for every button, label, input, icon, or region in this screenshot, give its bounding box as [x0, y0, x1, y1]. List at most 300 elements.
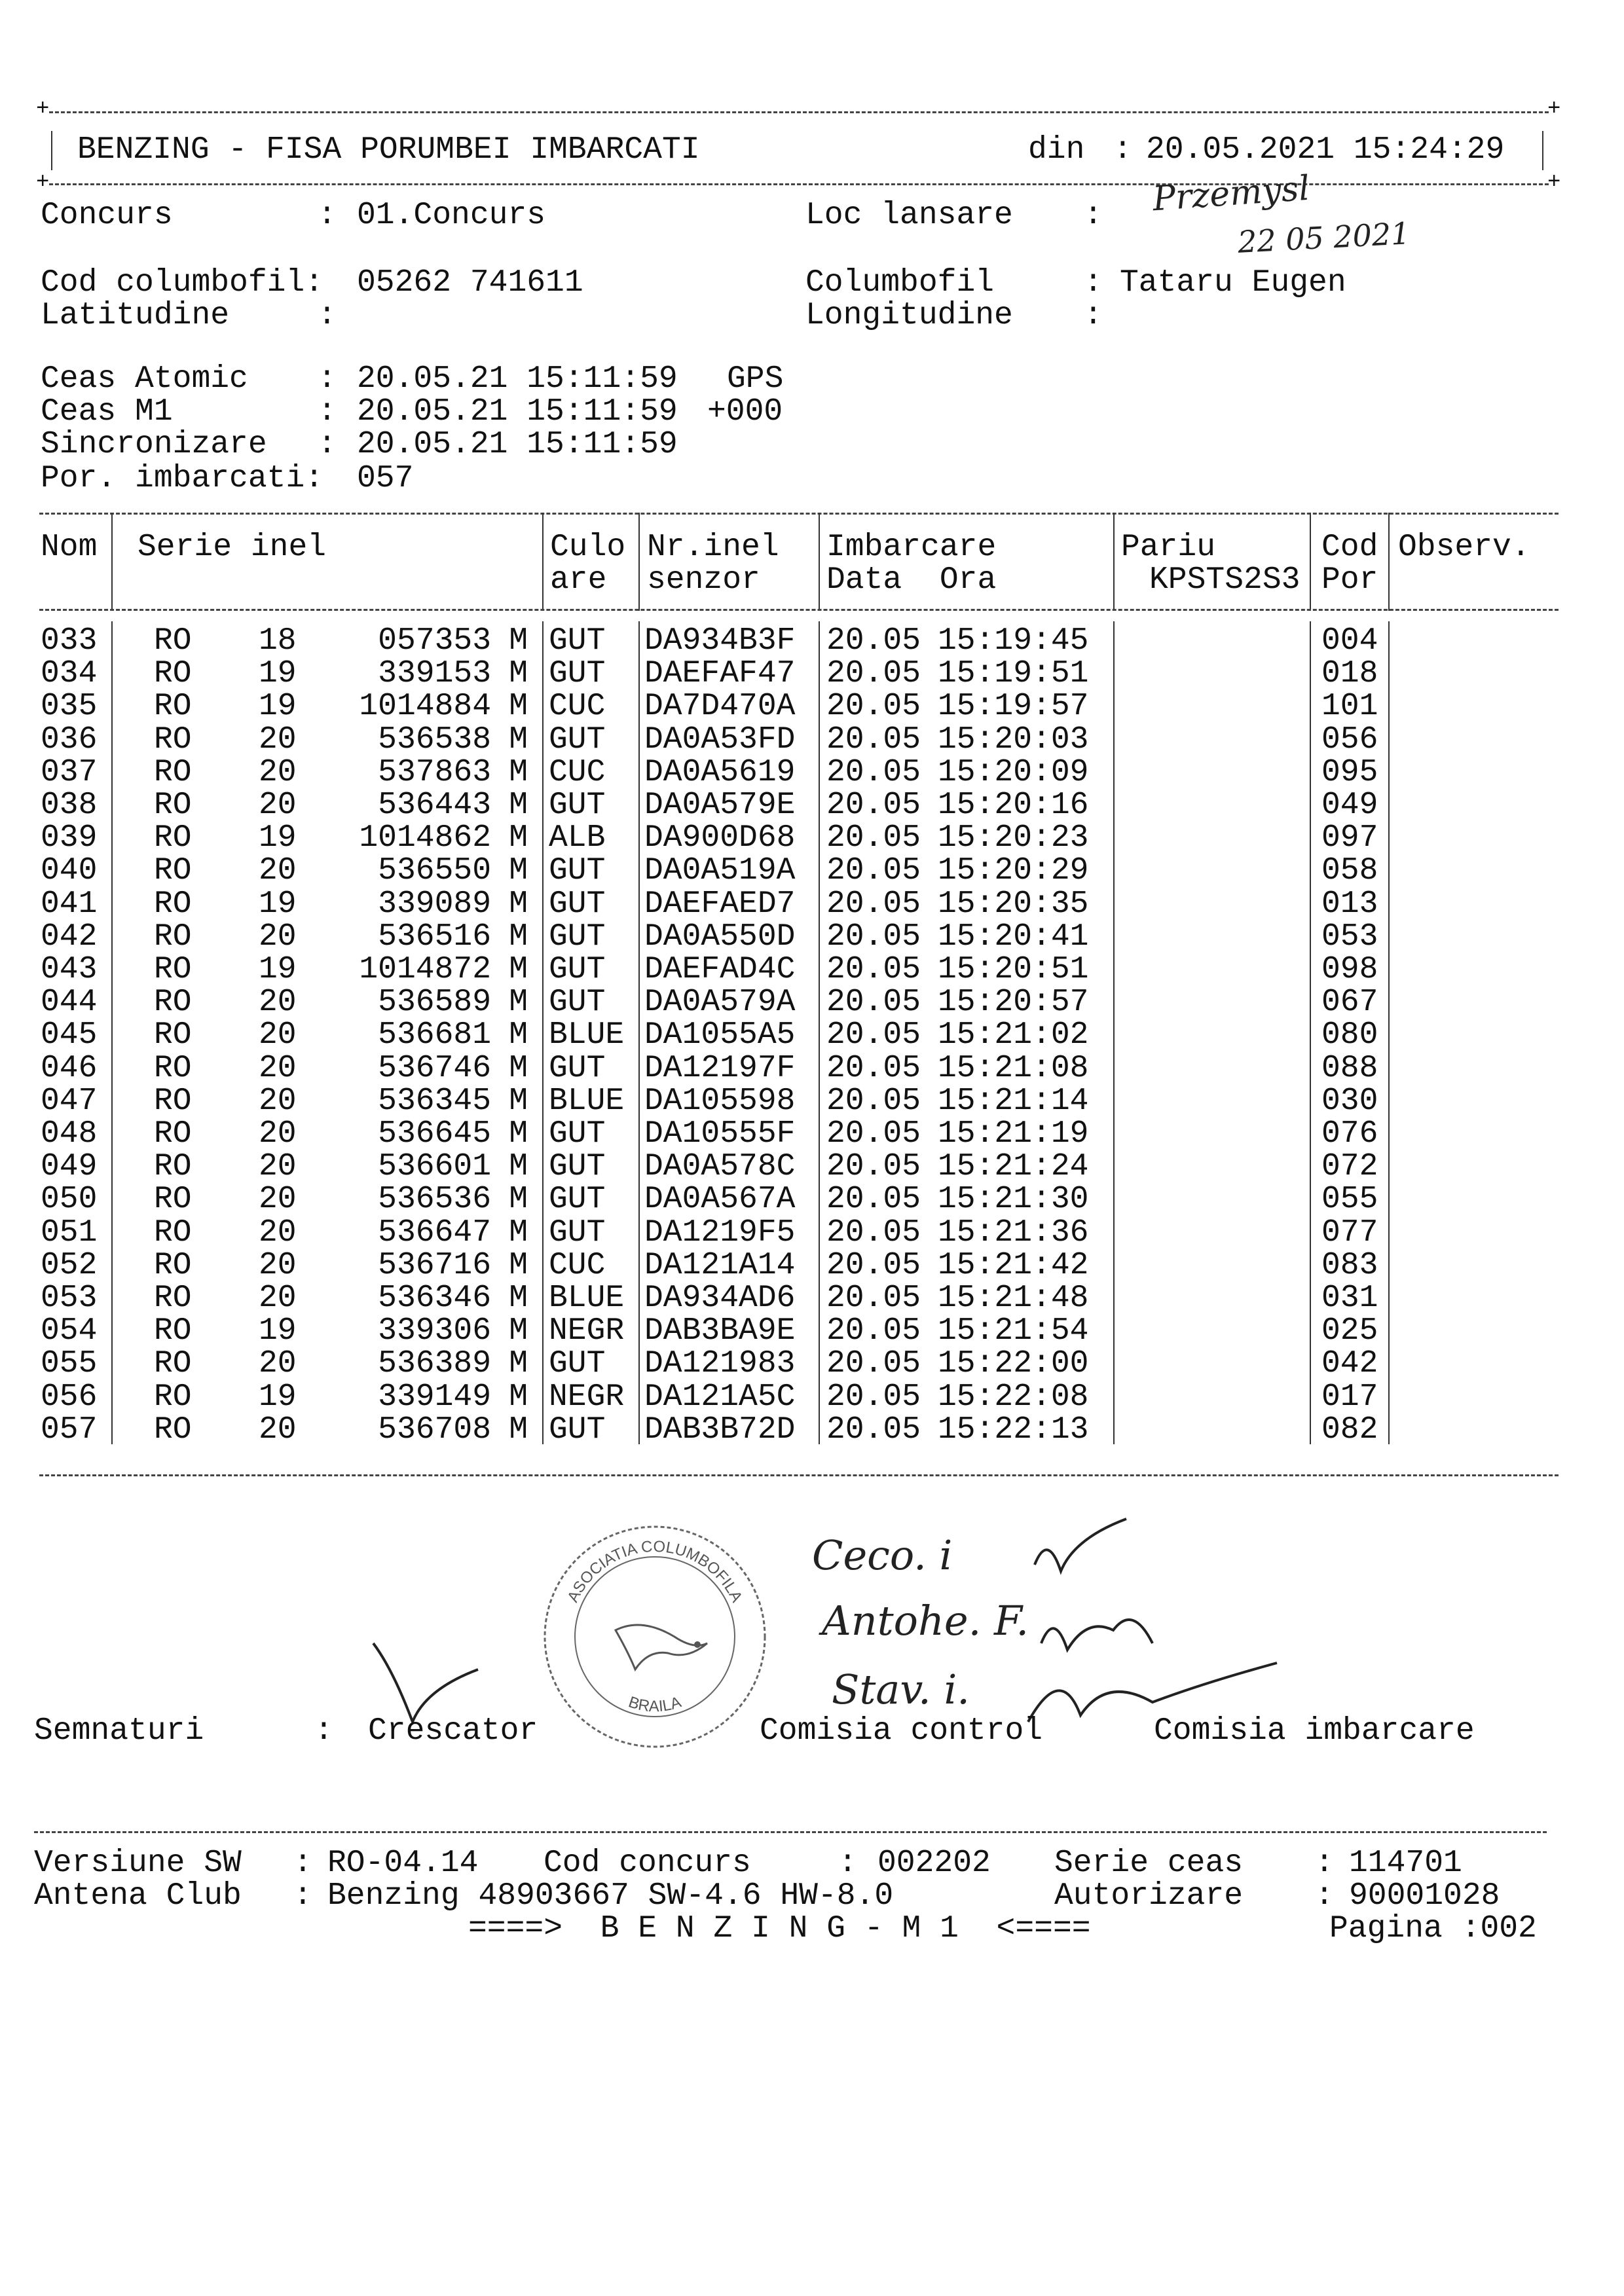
cell-nom: 034	[41, 656, 98, 692]
cell-nom: 057	[41, 1412, 98, 1448]
cell-cod: 072	[1321, 1149, 1378, 1185]
cell-data: 20.05	[826, 721, 921, 757]
col-divider	[1113, 1311, 1115, 1345]
box-top-border	[49, 111, 1549, 113]
cell-cod: 018	[1321, 656, 1378, 692]
col-divider	[819, 687, 820, 721]
cell-nr-inel: 536516	[378, 919, 491, 955]
col-divider	[819, 513, 820, 611]
cell-sex: M	[509, 919, 528, 955]
cell-nr-inel: 536746	[378, 1050, 491, 1086]
col-divider	[1113, 1049, 1115, 1083]
col-divider	[542, 818, 544, 852]
col-divider	[1388, 1147, 1390, 1181]
cell-nr-inel: 339306	[378, 1313, 491, 1349]
stamp-text-top: ASOCIATIA COLUMBOFILA	[564, 1537, 746, 1605]
cell-nr-inel: 536601	[378, 1149, 491, 1185]
antena-label: Antena Club	[34, 1878, 242, 1914]
col-divider	[819, 1049, 820, 1083]
cell-sex: M	[509, 853, 528, 889]
col-divider	[111, 1213, 113, 1247]
cell-senzor: DA0A578C	[644, 1149, 796, 1185]
cell-nr-inel: 1014872	[359, 952, 491, 987]
col-divider	[1113, 513, 1115, 611]
cell-data: 20.05	[826, 754, 921, 790]
cell-senzor: DA1219F5	[644, 1214, 796, 1250]
cell-tara: RO	[154, 721, 192, 757]
cell-data: 20.05	[826, 952, 921, 987]
col-divider	[819, 1082, 820, 1116]
col-divider	[1113, 1213, 1115, 1247]
cell-tara: RO	[154, 1083, 192, 1119]
cell-senzor: DA0A550D	[644, 919, 796, 955]
col-divider	[1388, 983, 1390, 1017]
cell-nr-inel: 1014884	[359, 689, 491, 725]
col-divider	[819, 1344, 820, 1378]
col-imbarcare-header-2: Data Ora	[826, 562, 997, 598]
col-nrinel-header: Nr.inel	[647, 530, 779, 565]
cell-cod: 031	[1321, 1281, 1378, 1316]
table-row	[0, 1348, 1624, 1381]
cell-sex: M	[509, 1214, 528, 1250]
table-bottom-rule	[39, 1474, 1559, 1476]
col-divider	[542, 1377, 544, 1412]
cell-nr-inel: 339149	[378, 1379, 491, 1415]
col-divider	[111, 1410, 113, 1444]
cell-an: 20	[259, 1214, 297, 1250]
col-divider	[1310, 621, 1311, 655]
col-divider	[1388, 818, 1390, 852]
cell-sex: M	[509, 623, 528, 659]
loc-lansare-label: Loc lansare	[805, 198, 1013, 233]
table-row	[0, 1283, 1624, 1315]
cell-an: 20	[259, 1017, 297, 1053]
col-divider	[1113, 654, 1115, 688]
col-divider	[1388, 687, 1390, 721]
cell-an: 19	[259, 656, 297, 692]
cell-cod: 056	[1321, 721, 1378, 757]
cell-ora: 15:20:41	[938, 919, 1089, 955]
col-divider	[542, 1344, 544, 1378]
cell-sex: M	[509, 1346, 528, 1382]
date-handwritten: 22 05 2021	[1236, 215, 1411, 260]
cell-ora: 15:20:09	[938, 754, 1089, 790]
cell-cod: 053	[1321, 919, 1378, 955]
latitudine-label: Latitudine	[41, 298, 230, 333]
cell-ora: 15:21:48	[938, 1281, 1089, 1316]
col-divider	[1113, 1180, 1115, 1214]
col-divider	[819, 983, 820, 1017]
col-divider	[1388, 753, 1390, 787]
cod-concurs-value: 002202	[877, 1846, 991, 1881]
col-divider	[1113, 917, 1115, 951]
versiune-value: RO-04.14	[327, 1846, 479, 1881]
cell-senzor: DA0A579E	[644, 788, 796, 823]
cell-senzor: DA0A567A	[644, 1182, 796, 1218]
cell-sex: M	[509, 788, 528, 823]
col-divider	[111, 654, 113, 688]
col-divider	[111, 1015, 113, 1049]
col-divider	[819, 621, 820, 655]
ceas-atomic-suffix: GPS	[727, 361, 784, 397]
col-divider	[638, 687, 640, 721]
col-divider	[1388, 1279, 1390, 1313]
col-divider	[111, 1147, 113, 1181]
col-divider	[542, 917, 544, 951]
col-imbarcare-header: Imbarcare	[826, 530, 997, 565]
svg-text:BRAILA	[626, 1693, 683, 1715]
col-divider	[638, 950, 640, 984]
stamp-seal	[537, 1519, 773, 1755]
cell-culoare: GUT	[549, 919, 606, 955]
col-divider	[542, 1147, 544, 1181]
table-row	[0, 1151, 1624, 1184]
din-label: din	[1028, 132, 1085, 168]
cell-an: 20	[259, 853, 297, 889]
cell-an: 20	[259, 1149, 297, 1185]
cell-nr-inel: 536443	[378, 788, 491, 823]
col-divider	[1113, 818, 1115, 852]
col-divider	[1310, 1082, 1311, 1116]
cell-cod: 017	[1321, 1379, 1378, 1415]
cell-data: 20.05	[826, 1149, 921, 1185]
cell-data: 20.05	[826, 1083, 921, 1119]
table-row	[0, 1414, 1624, 1447]
antena-colon: :	[293, 1878, 312, 1914]
col-divider	[111, 687, 113, 721]
ceas-atomic-label: Ceas Atomic	[41, 361, 248, 397]
col-divider	[1310, 1344, 1311, 1378]
cell-ora: 15:21:30	[938, 1182, 1089, 1218]
cell-sex: M	[509, 952, 528, 987]
cell-tara: RO	[154, 985, 192, 1021]
comisia-imbarcare-label: Comisia imbarcare	[1154, 1713, 1475, 1749]
cell-data: 20.05	[826, 1313, 921, 1349]
cell-senzor: DA12197F	[644, 1050, 796, 1086]
col-divider	[542, 621, 544, 655]
comisia-control-label: Comisia control	[760, 1713, 1043, 1749]
col-divider	[111, 621, 113, 655]
cell-nom: 043	[41, 952, 98, 987]
cell-cod: 080	[1321, 1017, 1378, 1053]
cell-nom: 048	[41, 1116, 98, 1152]
cell-ora: 15:19:45	[938, 623, 1089, 659]
col-divider	[1310, 1213, 1311, 1247]
cell-ora: 15:20:03	[938, 721, 1089, 757]
cod-concurs-colon: :	[838, 1846, 857, 1881]
cell-data: 20.05	[826, 1017, 921, 1053]
cell-senzor: DA1055A5	[644, 1017, 796, 1053]
cell-culoare: GUT	[549, 853, 606, 889]
cell-nom: 040	[41, 853, 98, 889]
cell-nr-inel: 536589	[378, 985, 491, 1021]
cell-tara: RO	[154, 820, 192, 856]
cell-nr-inel: 537863	[378, 754, 491, 790]
cell-culoare: ALB	[549, 820, 606, 856]
col-divider	[1113, 1377, 1115, 1412]
col-divider	[819, 950, 820, 984]
cell-culoare: GUT	[549, 1050, 606, 1086]
col-divider	[1388, 851, 1390, 885]
comisia-name-1: Ceco. i	[812, 1531, 953, 1579]
ceas-m1-label: Ceas M1	[41, 394, 173, 429]
ceas-m1-suffix: +000	[707, 394, 783, 429]
col-divider	[1388, 654, 1390, 688]
cod-concurs-label: Cod concurs	[544, 1846, 751, 1881]
cell-cod: 095	[1321, 754, 1378, 790]
col-divider	[1310, 917, 1311, 951]
versiune-colon: :	[293, 1846, 312, 1881]
col-divider	[1113, 621, 1115, 655]
cell-culoare: CUC	[549, 689, 606, 725]
col-divider	[542, 1246, 544, 1280]
cell-senzor: DA0A519A	[644, 853, 796, 889]
cell-nr-inel: 536538	[378, 721, 491, 757]
col-observ-header: Observ.	[1398, 530, 1530, 565]
comisia-name-2: Antohe. F.	[822, 1597, 1029, 1645]
cell-nom: 037	[41, 754, 98, 790]
col-divider	[542, 1082, 544, 1116]
cell-nr-inel: 536550	[378, 853, 491, 889]
col-divider	[542, 753, 544, 787]
col-divider	[1113, 884, 1115, 919]
col-divider	[1388, 884, 1390, 919]
cell-tara: RO	[154, 1281, 192, 1316]
col-divider	[1310, 1377, 1311, 1412]
col-divider	[638, 1311, 640, 1345]
table-row	[0, 1118, 1624, 1151]
cell-tara: RO	[154, 1017, 192, 1053]
cell-sex: M	[509, 886, 528, 922]
cell-an: 20	[259, 1346, 297, 1382]
col-divider	[542, 1180, 544, 1214]
col-divider	[542, 654, 544, 688]
table-row	[0, 721, 1624, 757]
col-divider	[819, 1279, 820, 1313]
cell-nom: 041	[41, 886, 98, 922]
col-divider	[1310, 884, 1311, 919]
col-divider	[1310, 1180, 1311, 1214]
col-divider	[1388, 950, 1390, 984]
col-divider	[1310, 1246, 1311, 1280]
cell-nom: 045	[41, 1017, 98, 1053]
cell-sex: M	[509, 1313, 528, 1349]
cell-an: 19	[259, 689, 297, 725]
cod-columbofil-value: 05262 741611	[357, 265, 583, 301]
cell-data: 20.05	[826, 820, 921, 856]
table-row	[0, 855, 1624, 888]
cell-data: 20.05	[826, 1247, 921, 1283]
cell-nom: 050	[41, 1182, 98, 1218]
loc-lansare-handwritten: Przemysl	[1151, 168, 1311, 219]
cell-ora: 15:21:54	[938, 1313, 1089, 1349]
cell-nom: 038	[41, 788, 98, 823]
col-divider	[1388, 1213, 1390, 1247]
cell-cod: 088	[1321, 1050, 1378, 1086]
col-divider	[819, 720, 820, 754]
stamp-text-bottom: BRAILA	[626, 1693, 684, 1716]
semnaturi-colon: :	[314, 1713, 333, 1749]
col-divider	[1310, 1410, 1311, 1444]
cell-tara: RO	[154, 1313, 192, 1349]
col-divider	[1310, 786, 1311, 820]
cell-tara: RO	[154, 788, 192, 823]
col-divider	[1388, 513, 1390, 611]
cell-nr-inel: 057353	[378, 623, 491, 659]
table-row	[0, 691, 1624, 723]
table-row	[0, 1050, 1624, 1086]
cell-an: 20	[259, 1281, 297, 1316]
antena-value: Benzing 48903667 SW-4.6 HW-8.0	[327, 1878, 894, 1914]
serie-ceas-value: 114701	[1349, 1846, 1462, 1881]
cell-senzor: DAB3B72D	[644, 1412, 796, 1448]
cell-sex: M	[509, 1412, 528, 1448]
box-bottom-border	[49, 183, 1549, 185]
col-divider	[111, 917, 113, 951]
cell-tara: RO	[154, 1214, 192, 1250]
cell-an: 20	[259, 1116, 297, 1152]
cell-sex: M	[509, 1247, 528, 1283]
cell-an: 20	[259, 1247, 297, 1283]
cell-culoare: CUC	[549, 1247, 606, 1283]
cell-data: 20.05	[826, 1346, 921, 1382]
cell-culoare: BLUE	[549, 1083, 625, 1119]
concurs-value: 01.Concurs	[357, 198, 546, 233]
col-divider	[1113, 786, 1115, 820]
col-divider	[638, 1082, 640, 1116]
cell-senzor: DA934AD6	[644, 1281, 796, 1316]
cell-cod: 004	[1321, 623, 1378, 659]
col-divider	[1310, 1114, 1311, 1148]
col-divider	[819, 818, 820, 852]
crescator-label: Crescator	[368, 1713, 538, 1749]
concurs-colon: :	[318, 198, 337, 233]
col-divider	[819, 1114, 820, 1148]
col-divider	[638, 1344, 640, 1378]
col-divider	[111, 851, 113, 885]
cell-culoare: GUT	[549, 1149, 606, 1185]
cod-columbofil-label: Cod columbofil:	[41, 265, 324, 301]
table-row	[0, 658, 1624, 691]
col-divider	[1310, 1147, 1311, 1181]
cell-senzor: DA121A5C	[644, 1379, 796, 1415]
cell-nom: 044	[41, 985, 98, 1021]
cell-senzor: DA934B3F	[644, 623, 796, 659]
cell-culoare: GUT	[549, 623, 606, 659]
col-divider	[542, 786, 544, 820]
cell-sex: M	[509, 820, 528, 856]
col-divider	[819, 753, 820, 787]
cell-cod: 076	[1321, 1116, 1378, 1152]
cell-culoare: NEGR	[549, 1379, 625, 1415]
col-divider	[1310, 513, 1311, 611]
cell-cod: 013	[1321, 886, 1378, 922]
cell-data: 20.05	[826, 985, 921, 1021]
cell-nom: 047	[41, 1083, 98, 1119]
col-divider	[1113, 1147, 1115, 1181]
cell-nr-inel: 536645	[378, 1116, 491, 1152]
sincronizare-colon: :	[318, 427, 337, 462]
cell-data: 20.05	[826, 1050, 921, 1086]
col-divider	[1388, 1246, 1390, 1280]
cell-sex: M	[509, 1149, 528, 1185]
col-divider	[819, 917, 820, 951]
pagina-label: Pagina :002	[1329, 1911, 1537, 1946]
table-row	[0, 790, 1624, 822]
col-divider	[638, 1410, 640, 1444]
cell-tara: RO	[154, 1149, 192, 1185]
cell-tara: RO	[154, 919, 192, 955]
columbofil-value: Tataru Eugen	[1120, 265, 1346, 301]
col-nom-header: Nom	[41, 530, 98, 565]
col-divider	[542, 1410, 544, 1444]
col-divider	[111, 513, 113, 611]
col-divider	[819, 884, 820, 919]
col-divider	[1388, 1180, 1390, 1214]
cell-tara: RO	[154, 1412, 192, 1448]
cell-culoare: GUT	[549, 1116, 606, 1152]
col-divider	[1388, 1082, 1390, 1116]
col-divider	[638, 1049, 640, 1083]
cell-nr-inel: 536716	[378, 1247, 491, 1283]
col-divider	[1310, 1015, 1311, 1049]
cell-ora: 15:19:51	[938, 656, 1089, 692]
col-divider	[1388, 1311, 1390, 1345]
cell-sex: M	[509, 1083, 528, 1119]
col-divider	[1113, 753, 1115, 787]
table-row	[0, 822, 1624, 855]
cell-senzor: DAEFAF47	[644, 656, 796, 692]
cell-an: 20	[259, 1412, 297, 1448]
cell-cod: 077	[1321, 1214, 1378, 1250]
versiune-label: Versiune SW	[34, 1846, 242, 1881]
col-divider	[638, 1246, 640, 1280]
table-row	[0, 1247, 1624, 1283]
col-divider	[1113, 983, 1115, 1017]
col-divider	[1388, 1410, 1390, 1444]
cell-senzor: DA0A579A	[644, 985, 796, 1021]
cell-data: 20.05	[826, 689, 921, 725]
cell-nr-inel: 536345	[378, 1083, 491, 1119]
cell-culoare: GUT	[549, 788, 606, 823]
col-divider	[542, 884, 544, 919]
col-divider	[542, 1279, 544, 1313]
cell-senzor: DA0A53FD	[644, 721, 796, 757]
cell-nom: 035	[41, 689, 98, 725]
cell-tara: RO	[154, 689, 192, 725]
col-divider	[111, 720, 113, 754]
cell-nr-inel: 536389	[378, 1346, 491, 1382]
cell-cod: 097	[1321, 820, 1378, 856]
box-corner: +	[36, 170, 50, 195]
table-row	[0, 987, 1624, 1019]
col-divider	[1388, 786, 1390, 820]
cell-tara: RO	[154, 853, 192, 889]
cell-data: 20.05	[826, 919, 921, 955]
col-divider	[819, 1015, 820, 1049]
concurs-label: Concurs	[41, 198, 173, 233]
cell-culoare: GUT	[549, 721, 606, 757]
cell-tara: RO	[154, 1379, 192, 1415]
cell-nr-inel: 536536	[378, 1182, 491, 1218]
cell-an: 19	[259, 1313, 297, 1349]
latitudine-colon: :	[318, 298, 337, 333]
col-divider	[819, 1213, 820, 1247]
cell-data: 20.05	[826, 1412, 921, 1448]
col-divider	[111, 786, 113, 820]
col-divider	[111, 1279, 113, 1313]
cell-senzor: DAB3BA9E	[644, 1313, 796, 1349]
